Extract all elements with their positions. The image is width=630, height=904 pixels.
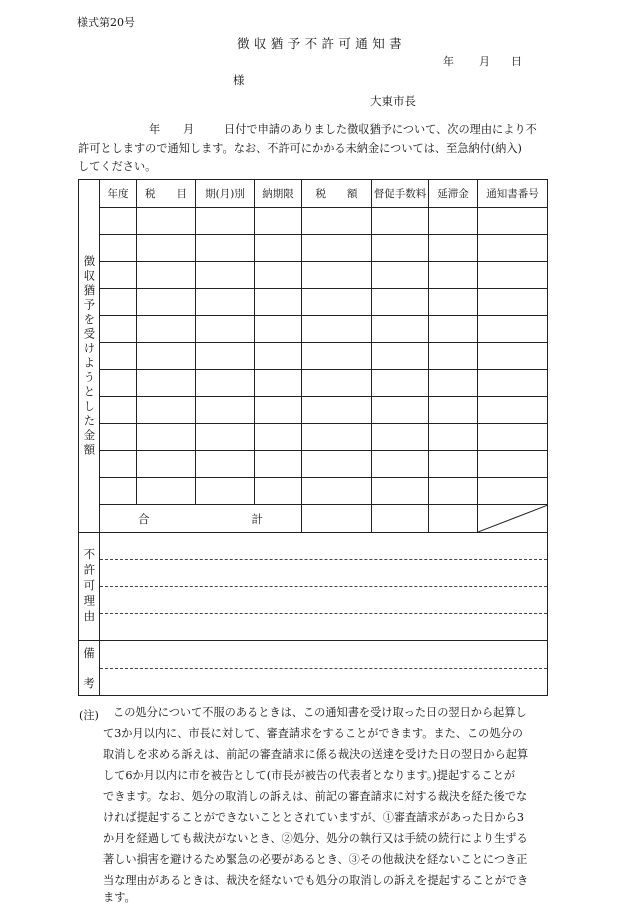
total-reminder-fee[interactable] bbox=[372, 505, 429, 533]
date-year-label: 年 bbox=[443, 55, 454, 68]
reason-side-label: 不許可理由 bbox=[82, 547, 97, 626]
note-line: 取消しを求める訴えは、前記の審査請求に係る裁決の送達を受けた日の翌日から起算 bbox=[103, 748, 529, 761]
reason-line bbox=[100, 560, 547, 587]
date-month-label: 月 bbox=[479, 55, 490, 68]
note-line: できます。なお、処分の取消しの訴えは、前記の審査請求に対する裁決を経た後でな bbox=[103, 790, 528, 803]
note-line: この処分について不服のあるときは、この通知書を受け取った日の翌日から起算し bbox=[113, 706, 527, 719]
table-row bbox=[79, 262, 548, 289]
note-line: して6か月以内に市を被告として(市長が被告の代表者となります。)提起することが bbox=[103, 769, 516, 782]
remarks-field[interactable] bbox=[100, 641, 548, 696]
document-title: 徴収猶予不許可通知書 bbox=[237, 36, 407, 51]
table-row bbox=[79, 478, 548, 505]
reason-line bbox=[100, 614, 547, 640]
reason-field[interactable] bbox=[100, 533, 548, 641]
issuer-name: 大東市長 bbox=[370, 94, 416, 108]
table-row bbox=[79, 370, 548, 397]
header-tax-item: 税 目 bbox=[137, 180, 196, 208]
form-number: 様式第20号 bbox=[77, 16, 135, 29]
note-line: て3か月以内に、市長に対して、審査請求をすることができます。また、この処分の bbox=[103, 727, 523, 740]
remarks-line bbox=[100, 641, 547, 669]
remarks-side-label-cell bbox=[79, 641, 100, 696]
total-tax-amount[interactable] bbox=[302, 505, 372, 533]
diagonal-line bbox=[478, 505, 548, 532]
table-row bbox=[79, 424, 548, 451]
note-line: 当な理由があるときは、裁決を経ないでも処分の取消しの訴えを提起することができ bbox=[103, 874, 529, 887]
note-line: 著しい損害を避けるため緊急の必要があるとき、③その他裁決を経ないことにつき正 bbox=[103, 853, 528, 866]
note-line: ます。 bbox=[103, 891, 136, 904]
table-row bbox=[79, 397, 548, 424]
header-period: 期(月)別 bbox=[196, 180, 255, 208]
total-label-right: 計 bbox=[251, 511, 263, 526]
note-label: (注) bbox=[79, 709, 99, 722]
note-line: か月を経過しても裁決がないとき、②処分、処分の執行又は手続の続行により生ずる bbox=[103, 832, 528, 845]
remarks-label-1: 備 bbox=[83, 646, 95, 660]
reason-side-label-cell bbox=[79, 533, 100, 641]
remarks-row bbox=[79, 641, 548, 696]
table-row bbox=[79, 289, 548, 316]
total-notice-number-crossed bbox=[478, 505, 548, 533]
amount-side-label: 徴収猶予を受けようとした金額 bbox=[82, 254, 97, 458]
total-label-left: 合 bbox=[138, 511, 150, 526]
header-reminder-fee: 督促手数料 bbox=[372, 180, 429, 208]
date-day-label: 日 bbox=[511, 55, 522, 68]
tax-deferral-table bbox=[78, 179, 548, 696]
header-tax-amount: 税 額 bbox=[302, 180, 372, 208]
intro-text-line2: 許可としますので通知します。なお、不許可にかかる未納金については、至急納付(納入) bbox=[78, 142, 522, 155]
amount-side-label-cell bbox=[79, 180, 100, 533]
header-notice-number: 通知書番号 bbox=[478, 180, 548, 208]
intro-month-label: 月 bbox=[183, 123, 195, 136]
total-late-fee[interactable] bbox=[429, 505, 478, 533]
table-row bbox=[79, 235, 548, 262]
intro-text-line1: 日付で申請のありました徴収猶予について、次の理由により不 bbox=[224, 123, 537, 136]
intro-text-line3: してください。 bbox=[78, 160, 157, 173]
header-due-date: 納期限 bbox=[255, 180, 302, 208]
reason-row bbox=[79, 533, 548, 641]
reason-line bbox=[100, 587, 547, 614]
addressee-suffix: 様 bbox=[233, 73, 245, 87]
table-header-row bbox=[79, 180, 548, 208]
total-label-cell bbox=[100, 505, 302, 533]
reason-line bbox=[100, 533, 547, 560]
total-row bbox=[79, 505, 548, 533]
table-row bbox=[79, 316, 548, 343]
header-fiscal-year: 年度 bbox=[100, 180, 137, 208]
table-row bbox=[79, 451, 548, 478]
intro-year-label: 年 bbox=[149, 123, 161, 136]
table-row bbox=[79, 208, 548, 235]
note-line: ければ提起することができないこととされていますが、①審査請求があった日から3 bbox=[103, 811, 524, 824]
remarks-label-2: 考 bbox=[83, 676, 95, 690]
table-row bbox=[79, 343, 548, 370]
header-late-fee: 延滞金 bbox=[429, 180, 478, 208]
